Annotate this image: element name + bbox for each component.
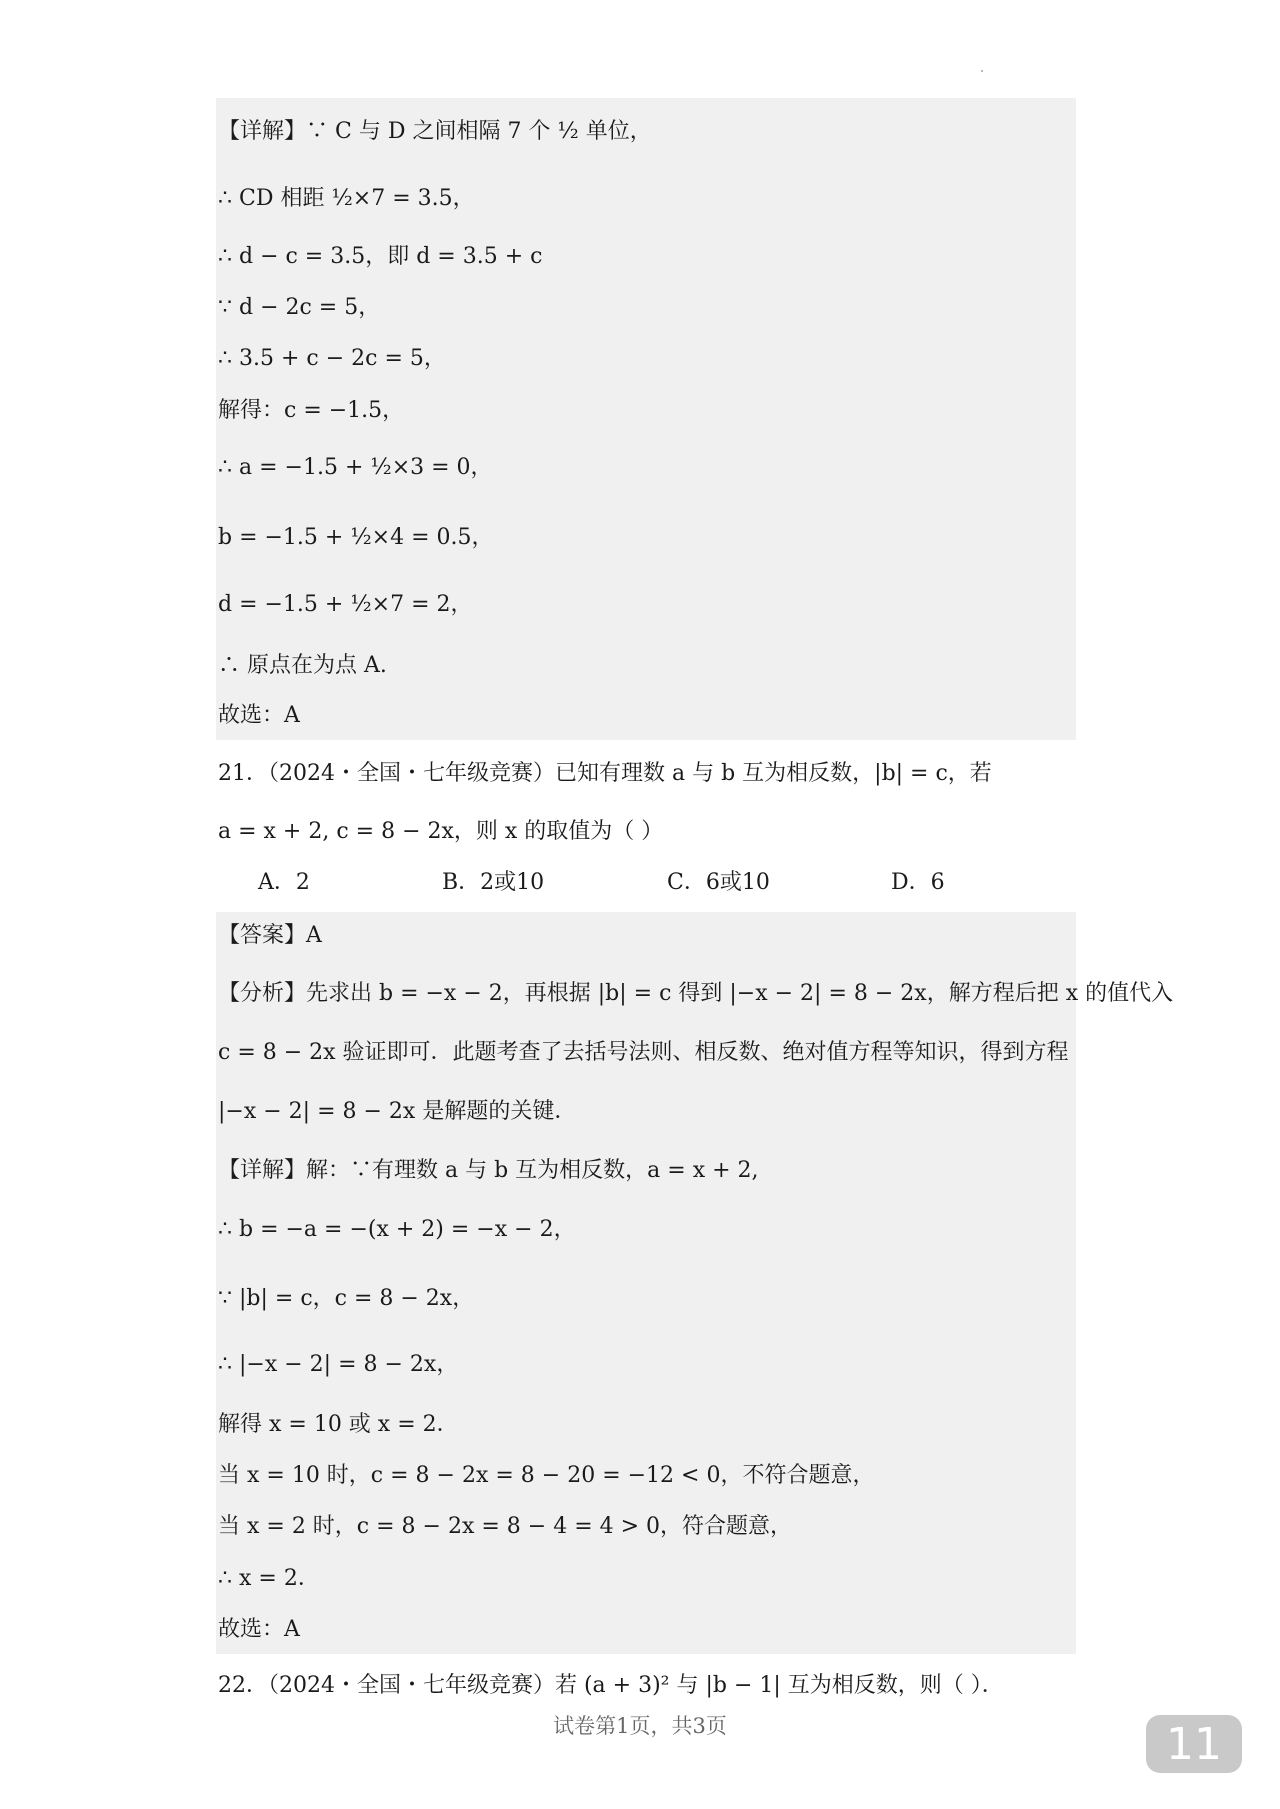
analysis-line: 【分析】先求出 b = −x − 2，再根据 |b| = c 得到 |−x − 2| = 8 − 2x，解方程后把 x 的值代入 [218,981,1174,1006]
solution-line: 解得：c = −1.5， [218,398,405,423]
solution-line: ∴ d − c = 3.5，即 d = 3.5 + c [218,244,543,269]
solution-line: ∴ b = −a = −(x + 2) = −x − 2， [218,1217,576,1242]
scan-speck [981,70,983,72]
solution-line: ∴ 3.5 + c − 2c = 5， [218,346,446,371]
analysis-line: |−x − 2| = 8 − 2x 是解题的关键． [218,1099,577,1124]
page-footer: 试卷第1页，共3页 [553,1714,727,1738]
question-21-stem: a = x + 2, c = 8 − 2x，则 x 的取值为（ ） [218,819,664,844]
solution-line: 故选：A [218,703,300,728]
page-number-badge[interactable]: 11 [1146,1715,1242,1773]
solution-line: 故选：A [218,1617,300,1642]
option-c: C．6或10 [667,870,770,895]
solution-line: ∴ a = −1.5 + ½×3 = 0， [218,455,493,480]
solution-line: b = −1.5 + ½×4 = 0.5， [218,525,494,550]
analysis-line: c = 8 − 2x 验证即可．此题考查了去括号法则、相反数、绝对值方程等知识，得到方程 [218,1040,1069,1065]
solution-line: ∴ CD 相距 ½×7 = 3.5， [218,186,475,211]
solution-line: 当 x = 2 时，c = 8 − 2x = 8 − 4 = 4 > 0，符合题意， [218,1514,793,1539]
option-a: A．2 [258,870,310,895]
solution-line: ∴ x = 2． [218,1566,320,1591]
answer-line: 【答案】A [218,923,322,948]
question-21-stem: 21．（2024・全国・七年级竞赛）已知有理数 a 与 b 互为相反数，|b| = c，若 [218,761,992,786]
solution-line: 【详解】∵ C 与 D 之间相隔 7 个 ½ 单位， [218,119,652,144]
solution-line: 解得 x = 10 或 x = 2． [218,1412,459,1437]
solution-line: d = −1.5 + ½×7 = 2， [218,592,473,617]
question-22-stem: 22．（2024・全国・七年级竞赛）若 (a + 3)² 与 |b − 1| 互为相反数，则（ ）． [218,1673,1004,1698]
option-b: B．2或10 [442,870,545,895]
solution-line: 当 x = 10 时，c = 8 − 2x = 8 − 20 = −12 < 0，不符合题意， [218,1463,875,1488]
solution-line: ∵ d − 2c = 5， [218,295,381,320]
option-d: D．6 [891,870,945,895]
solution-line: ∵ |b| = c，c = 8 − 2x， [218,1286,475,1311]
solution-line: ∴ |−x − 2| = 8 − 2x， [218,1352,459,1377]
solution-line: 【详解】解：∵有理数 a 与 b 互为相反数，a = x + 2, [218,1158,759,1183]
solution-line: ∴ 原点在为点 A. [218,653,387,678]
